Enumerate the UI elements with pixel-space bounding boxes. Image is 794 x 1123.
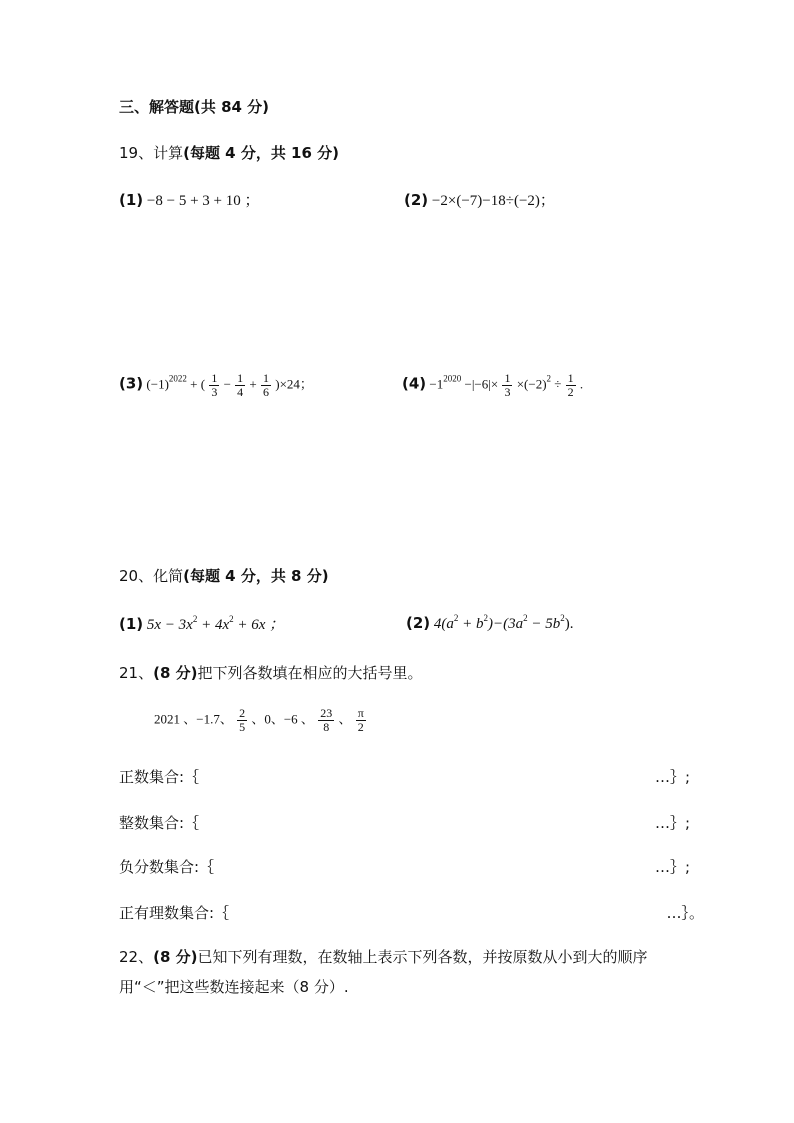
q20-part-2-d: − 5b xyxy=(527,616,561,632)
question-21-number: 21、 xyxy=(119,664,154,682)
q21-set-negative-fraction xyxy=(119,856,690,877)
q21-set-positive-rational-label: 正有理数集合:｛ xyxy=(119,904,230,922)
q21-numbers-b: 、0、−6 、 xyxy=(251,711,314,727)
fraction-denominator: 2 xyxy=(357,720,364,734)
q19-part-4-divide: ÷ xyxy=(554,376,562,392)
q21-numbers-a: 2021 、−1.7、 xyxy=(154,711,233,727)
question-21-text: 把下列各数填在相应的大括号里。 xyxy=(197,664,423,682)
q20-part-2-label: (2) xyxy=(406,614,431,632)
fraction-numerator: 2 xyxy=(239,706,246,720)
fraction-denominator: 2 xyxy=(567,385,574,399)
q21-set-positive-end: …｝; xyxy=(654,768,690,786)
q19-part-4 xyxy=(402,372,583,399)
q21-set-integer-label: 整数集合:｛ xyxy=(119,814,200,832)
fraction-denominator: 3 xyxy=(504,385,511,399)
q21-set-negative-fraction-end: …｝; xyxy=(654,858,690,876)
question-20-number: 20、化简 xyxy=(119,567,184,585)
question-22-line-2: 用“＜”把这些数连接起来（8 分）. xyxy=(119,978,349,996)
q20-part-2-exp-1: 2 xyxy=(453,613,459,623)
q20-part-2-exp-3: 2 xyxy=(523,613,528,623)
q21-set-positive-rational-end: …｝。 xyxy=(666,904,704,922)
fraction-denominator: 8 xyxy=(323,720,330,734)
q20-part-1-exp-1: 2 xyxy=(192,614,198,624)
question-19-note: (每题 4 分，共 16 分) xyxy=(183,144,340,162)
q19-part-4-exponent: 2020 xyxy=(443,373,462,384)
q20-part-2-b: + b xyxy=(458,616,484,632)
question-20-heading xyxy=(119,565,329,586)
q19-part-3-label: (3) xyxy=(119,374,144,393)
q19-part-3 xyxy=(119,372,313,399)
q19-part-1-label: (1) xyxy=(119,191,144,209)
q19-part-4-base: −1 xyxy=(429,376,444,392)
q21-set-positive-rational xyxy=(119,902,704,923)
q19-part-3-exponent: 2022 xyxy=(168,373,187,384)
q21-set-integer xyxy=(119,812,690,833)
q19-part-3-plus-2: + xyxy=(249,376,257,392)
q19-part-3-plus: + ( xyxy=(190,376,206,392)
q19-part-3-fraction-1 xyxy=(209,372,219,399)
fraction-numerator: 1 xyxy=(263,371,270,385)
q19-part-1-expression: −8 − 5 + 3 + 10 ； xyxy=(146,193,260,209)
fraction-numerator: 23 xyxy=(320,706,333,720)
q20-part-1 xyxy=(119,613,284,634)
q19-part-1 xyxy=(119,189,260,210)
q19-part-4-exponent-2: 2 xyxy=(546,373,552,384)
q19-part-3-fraction-3 xyxy=(261,372,271,399)
question-19-number: 19、计算 xyxy=(119,144,184,162)
q19-part-3-tail: )×24； xyxy=(275,376,313,392)
q19-part-2-expression: −2×(−7)−18÷(−2)； xyxy=(431,193,555,209)
q21-set-integer-end: …｝; xyxy=(654,814,690,832)
q20-part-2-exp-2: 2 xyxy=(483,613,489,623)
fraction-numerator: 1 xyxy=(504,371,511,385)
question-22-number: 22、 xyxy=(119,948,154,966)
q19-part-4-fraction-2 xyxy=(566,372,576,399)
q21-number-list xyxy=(154,707,367,734)
q19-part-3-base: (−1) xyxy=(146,376,169,392)
question-22-text-1: 已知下列有理数，在数轴上表示下列各数，并按原数从小到大的顺序 xyxy=(197,948,648,966)
q20-part-1-c: + 6x ； xyxy=(233,617,285,633)
q20-part-1-label: (1) xyxy=(119,615,144,633)
q19-part-4-period: . xyxy=(579,376,584,392)
fraction-numerator: π xyxy=(357,706,364,720)
q20-part-1-a: 5x − 3x xyxy=(146,617,193,633)
fraction-denominator: 5 xyxy=(239,720,246,734)
question-21-heading xyxy=(119,662,422,683)
q21-numbers-c: 、 xyxy=(338,711,352,727)
q21-fraction-2-5 xyxy=(237,707,247,734)
q20-part-1-b: + 4x xyxy=(197,617,230,633)
section-title: 三、解答题(共 84 分) xyxy=(119,98,270,116)
question-20-note: (每题 4 分，共 8 分) xyxy=(183,567,329,585)
fraction-denominator: 4 xyxy=(237,385,244,399)
q20-part-2-f: ). xyxy=(564,616,574,632)
q19-part-4-label: (4) xyxy=(402,374,427,393)
q19-part-2-label: (2) xyxy=(404,191,429,209)
q21-set-positive-label: 正数集合:｛ xyxy=(119,768,200,786)
question-19-heading xyxy=(119,142,339,163)
q19-part-3-fraction-2 xyxy=(235,372,245,399)
q20-part-2-c: )−(3a xyxy=(488,616,524,632)
question-22-note: (8 分) xyxy=(153,948,198,966)
q21-set-positive xyxy=(119,766,690,787)
fraction-numerator: 1 xyxy=(567,371,574,385)
q20-part-2 xyxy=(406,613,574,633)
q21-fraction-23-8 xyxy=(318,707,334,734)
question-21-note: (8 分) xyxy=(153,664,198,682)
question-22-line-1 xyxy=(119,946,647,967)
q19-part-3-minus: − xyxy=(223,376,231,392)
fraction-denominator: 6 xyxy=(263,385,270,399)
fraction-denominator: 3 xyxy=(211,385,218,399)
q19-part-2 xyxy=(404,189,555,210)
q20-part-2-exp-4: 2 xyxy=(560,613,565,623)
q21-set-negative-fraction-label: 负分数集合:｛ xyxy=(119,858,215,876)
q21-fraction-pi-2 xyxy=(356,707,366,734)
q19-part-4-abs: −|−6|× xyxy=(464,376,499,392)
q20-part-1-exp-2: 2 xyxy=(229,614,234,624)
q19-part-4-fraction-1 xyxy=(502,372,512,399)
q19-part-4-power: ×(−2) xyxy=(516,376,547,392)
fraction-numerator: 1 xyxy=(211,371,218,385)
fraction-numerator: 1 xyxy=(237,371,244,385)
q20-part-2-a: 4(a xyxy=(433,616,454,632)
